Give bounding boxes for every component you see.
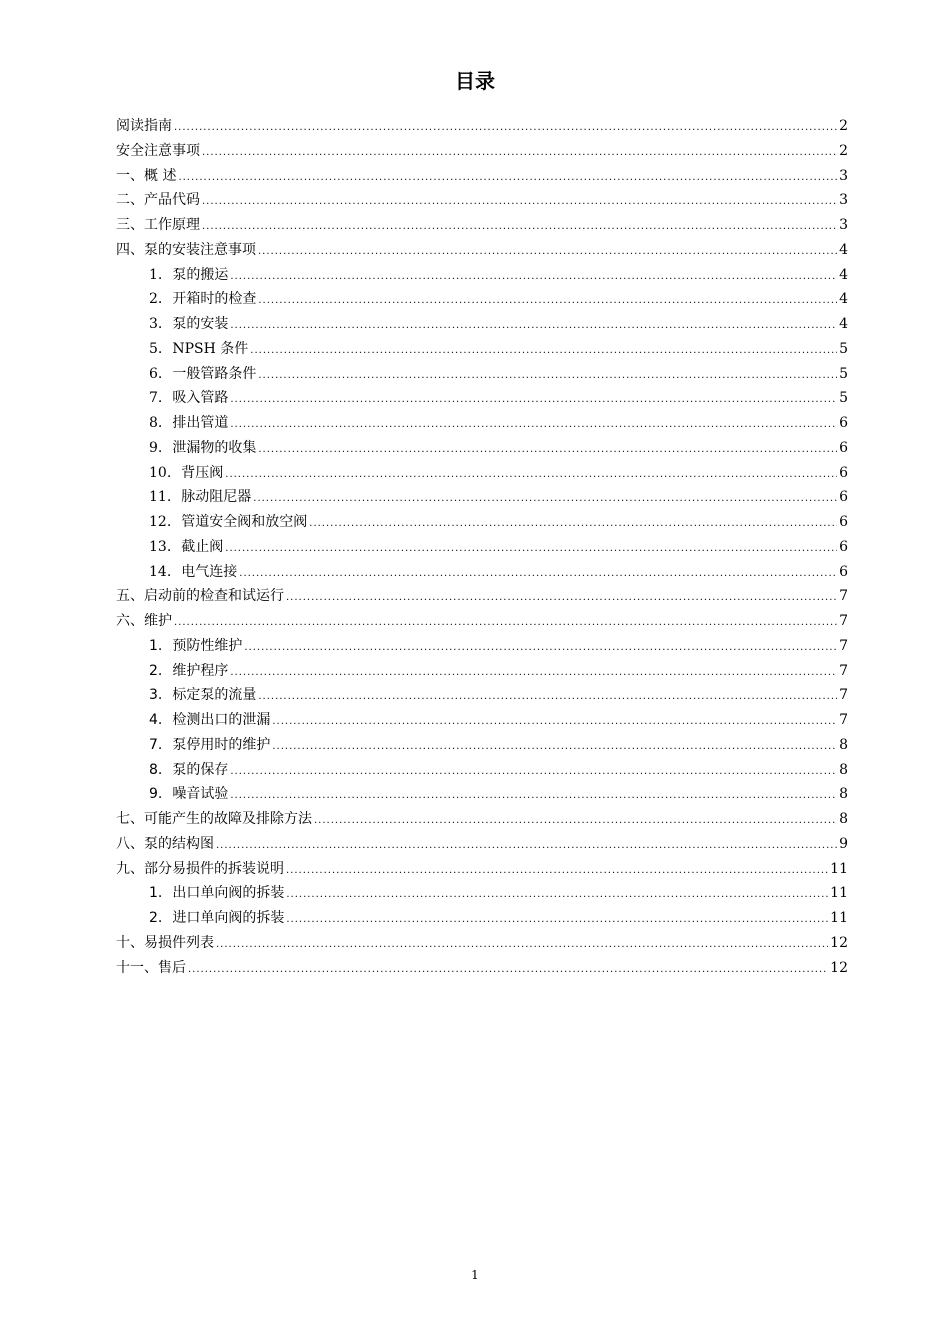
toc-entry-page: 8	[839, 761, 848, 778]
toc-entry[interactable]	[116, 758, 848, 783]
toc-entry-number: 五、	[116, 588, 144, 605]
toc-dot-leader	[230, 661, 837, 685]
toc-entry-page: 5	[839, 390, 848, 407]
toc-entry-number: 5.	[149, 340, 163, 357]
toc-dot-leader	[286, 883, 828, 907]
toc-entry[interactable]	[116, 659, 848, 684]
toc-entry[interactable]	[116, 461, 848, 486]
toc-entry[interactable]	[116, 485, 848, 510]
toc-entry-page: 7	[839, 712, 848, 728]
toc-entry-page: 9	[839, 835, 848, 852]
toc-entry-label: 开箱时的检查	[172, 291, 257, 308]
toc-entry[interactable]	[116, 956, 848, 981]
toc-entry[interactable]	[116, 535, 848, 560]
toc-entry-label: 泵的保存	[172, 761, 229, 778]
toc-entry[interactable]	[116, 733, 848, 758]
toc-dot-leader	[230, 760, 837, 784]
toc-entry-number: 3.	[149, 316, 163, 332]
toc-entry-label: 概 述	[144, 167, 177, 184]
toc-entry[interactable]	[116, 263, 848, 288]
toc-dot-leader	[230, 265, 837, 289]
toc-entry-label: 泵的结构图	[144, 835, 214, 852]
toc-entry-label: 管道安全阀和放空阀	[181, 514, 308, 530]
toc-entry-number: 10.	[149, 464, 172, 481]
toc-dot-leader	[258, 438, 837, 462]
toc-dot-leader	[174, 116, 837, 140]
toc-dot-leader	[202, 190, 837, 214]
toc-entry[interactable]	[116, 807, 848, 832]
toc-entry[interactable]	[116, 337, 848, 362]
toc-entry-number: 三、	[116, 217, 144, 233]
toc-entry-label: 阅读指南	[116, 118, 172, 134]
toc-dot-leader	[286, 586, 837, 610]
toc-entry[interactable]	[116, 188, 848, 213]
toc-entry-number: 七、	[116, 811, 144, 827]
toc-entry-label: 产品代码	[144, 192, 200, 209]
toc-entry-number: 6.	[149, 365, 163, 382]
toc-dot-leader	[250, 339, 837, 363]
toc-entry-label: 排出管道	[172, 415, 229, 431]
toc-entry-label: 启动前的检查和试运行	[144, 588, 284, 605]
toc-entry-number: 四、	[116, 241, 144, 258]
toc-entry-page: 4	[839, 266, 848, 283]
toc-entry[interactable]	[116, 114, 848, 139]
toc-entry-number: 2.	[149, 291, 163, 308]
toc-entry[interactable]	[116, 386, 848, 411]
toc-title: 目录	[455, 69, 495, 93]
toc-entry-page: 7	[839, 662, 848, 679]
toc-entry-page: 7	[839, 687, 848, 704]
toc-entry-label: 泵停用时的维护	[172, 736, 271, 753]
toc-dot-leader	[230, 314, 837, 338]
toc-entry[interactable]	[116, 609, 848, 634]
toc-entry-label: 出口单向阀的拆装	[172, 885, 285, 902]
toc-entry[interactable]	[116, 857, 848, 882]
toc-entry-label: 背压阀	[181, 464, 224, 481]
toc-entry-page: 2	[839, 142, 848, 159]
toc-entry[interactable]	[116, 436, 848, 461]
toc-dot-leader	[188, 958, 828, 982]
toc-entry-number: 7.	[149, 390, 163, 407]
toc-entry-page: 12	[830, 934, 848, 951]
toc-entry-number: 4.	[149, 712, 163, 728]
toc-entry-label: 泵的安装	[172, 316, 229, 332]
toc-entry-page: 5	[839, 365, 848, 382]
toc-entry-page: 6	[839, 563, 848, 580]
toc-entry[interactable]	[116, 362, 848, 387]
toc-entry-number: 3.	[149, 687, 163, 704]
toc-dot-leader	[258, 240, 837, 264]
toc-entry-page: 4	[839, 316, 848, 332]
toc-entry-label: 检测出口的泄漏	[172, 712, 271, 728]
toc-dot-leader	[258, 685, 837, 709]
toc-entry-number: 六、	[116, 613, 144, 629]
toc-entry[interactable]	[116, 931, 848, 956]
toc-dot-leader	[230, 388, 837, 412]
toc-entry[interactable]	[116, 708, 848, 733]
toc-entry-page: 8	[839, 786, 848, 803]
toc-entry[interactable]	[116, 213, 848, 238]
toc-entry[interactable]	[116, 312, 848, 337]
toc-entry-number: 7.	[149, 736, 163, 753]
toc-entry-label: NPSH 条件	[172, 340, 249, 357]
toc-entry[interactable]	[116, 238, 848, 263]
toc-dot-leader	[216, 834, 837, 858]
toc-entry-label: 噪音试验	[172, 786, 229, 803]
toc-entry-label: 截止阀	[181, 538, 224, 555]
toc-entry[interactable]	[116, 584, 848, 609]
toc-dot-leader	[314, 809, 837, 833]
toc-entry-page: 4	[839, 241, 848, 258]
toc-entry-number: 十一、	[116, 959, 158, 976]
toc-entry-label: 标定泵的流量	[172, 687, 257, 704]
toc-dot-leader	[309, 512, 837, 536]
toc-entry-label: 部分易损件的拆装说明	[144, 860, 284, 877]
toc-entry-page: 6	[839, 439, 848, 456]
toc-entry[interactable]	[116, 832, 848, 857]
toc-entry-label: 吸入管路	[172, 390, 229, 407]
toc-entry[interactable]	[116, 881, 848, 906]
toc-dot-leader	[244, 636, 837, 660]
toc-entry-page: 8	[839, 736, 848, 753]
toc-entry[interactable]	[116, 510, 848, 535]
toc-entry-page: 3	[839, 192, 848, 209]
toc-entry-page: 3	[839, 167, 848, 184]
toc-entry[interactable]	[116, 139, 848, 164]
toc-entry-page: 6	[839, 489, 848, 506]
toc-entry-number: 九、	[116, 860, 144, 877]
toc-dot-leader	[178, 166, 837, 190]
toc-entry-number: 12.	[149, 514, 172, 530]
toc-entry-page: 11	[830, 910, 848, 926]
toc-entry[interactable]	[116, 683, 848, 708]
toc-entry-label: 可能产生的故障及排除方法	[144, 811, 312, 827]
toc-entry-label: 泄漏物的收集	[172, 439, 257, 456]
toc-entry-number: 13.	[149, 538, 172, 555]
toc-entry-label: 易损件列表	[144, 934, 214, 951]
toc-entry-label: 安全注意事项	[116, 142, 200, 159]
toc-dot-leader	[239, 562, 837, 586]
toc-entry-label: 脉动阻尼器	[181, 489, 252, 506]
toc-entry-number: 11.	[149, 489, 172, 506]
toc-dot-leader	[272, 710, 837, 734]
toc-entry[interactable]	[116, 287, 848, 312]
toc-entry-page: 3	[839, 217, 848, 233]
toc-entry-label: 维护	[144, 613, 172, 629]
toc-entry[interactable]	[116, 634, 848, 659]
toc-entry-label: 售后	[158, 959, 186, 976]
toc-dot-leader	[286, 908, 828, 932]
toc-entry-number: 14.	[149, 563, 172, 580]
toc-dot-leader	[258, 364, 837, 388]
toc-entry-number: 十、	[116, 934, 144, 951]
toc-entry-page: 11	[830, 860, 848, 877]
table-of-contents	[116, 114, 848, 980]
toc-entry-number: 9.	[149, 786, 163, 803]
toc-entry-label: 工作原理	[144, 217, 200, 233]
toc-dot-leader	[225, 463, 837, 487]
toc-entry[interactable]	[116, 782, 848, 807]
toc-dot-leader	[225, 537, 837, 561]
toc-entry-page: 6	[839, 464, 848, 481]
toc-entry-page: 12	[830, 959, 848, 976]
toc-entry-number: 9.	[149, 439, 163, 456]
toc-entry-label: 一般管路条件	[172, 365, 257, 382]
toc-entry-number: 1.	[149, 637, 163, 654]
toc-entry-number: 1.	[149, 266, 163, 283]
toc-entry-number: 八、	[116, 835, 144, 852]
toc-entry-number: 1.	[149, 885, 163, 902]
toc-entry-number: 8.	[149, 415, 163, 431]
toc-entry-label: 进口单向阀的拆装	[172, 910, 285, 926]
toc-dot-leader	[202, 141, 837, 165]
toc-entry[interactable]	[116, 560, 848, 585]
toc-entry[interactable]	[116, 164, 848, 189]
toc-dot-leader	[253, 487, 837, 511]
toc-entry-page: 6	[839, 538, 848, 555]
toc-dot-leader	[286, 859, 828, 883]
toc-entry-page: 7	[839, 613, 848, 629]
toc-entry-number: 二、	[116, 192, 144, 209]
toc-entry-page: 4	[839, 291, 848, 308]
toc-dot-leader	[202, 215, 837, 239]
toc-entry-label: 电气连接	[181, 563, 238, 580]
toc-dot-leader	[216, 933, 828, 957]
toc-entry-page: 5	[839, 340, 848, 357]
toc-entry-label: 预防性维护	[172, 637, 243, 654]
toc-entry-number: 一、	[116, 167, 144, 184]
toc-entry-page: 2	[839, 118, 848, 134]
toc-dot-leader	[230, 784, 837, 808]
toc-dot-leader	[230, 413, 837, 437]
toc-entry-number: 8.	[149, 761, 163, 778]
toc-entry-page: 8	[839, 811, 848, 827]
toc-dot-leader	[272, 735, 837, 759]
page-number: 1	[471, 1268, 479, 1282]
toc-entry-page: 7	[839, 637, 848, 654]
toc-entry-page: 6	[839, 415, 848, 431]
toc-entry[interactable]	[116, 906, 848, 931]
toc-dot-leader	[174, 611, 837, 635]
toc-entry-number: 2.	[149, 662, 163, 679]
toc-entry-number: 2.	[149, 910, 163, 926]
toc-entry[interactable]	[116, 411, 848, 436]
toc-entry-label: 维护程序	[172, 662, 229, 679]
toc-entry-label: 泵的安装注意事项	[144, 241, 256, 258]
toc-entry-page: 6	[839, 514, 848, 530]
toc-dot-leader	[258, 289, 837, 313]
toc-entry-label: 泵的搬运	[172, 266, 229, 283]
toc-entry-page: 7	[839, 588, 848, 605]
toc-entry-page: 11	[830, 885, 848, 902]
